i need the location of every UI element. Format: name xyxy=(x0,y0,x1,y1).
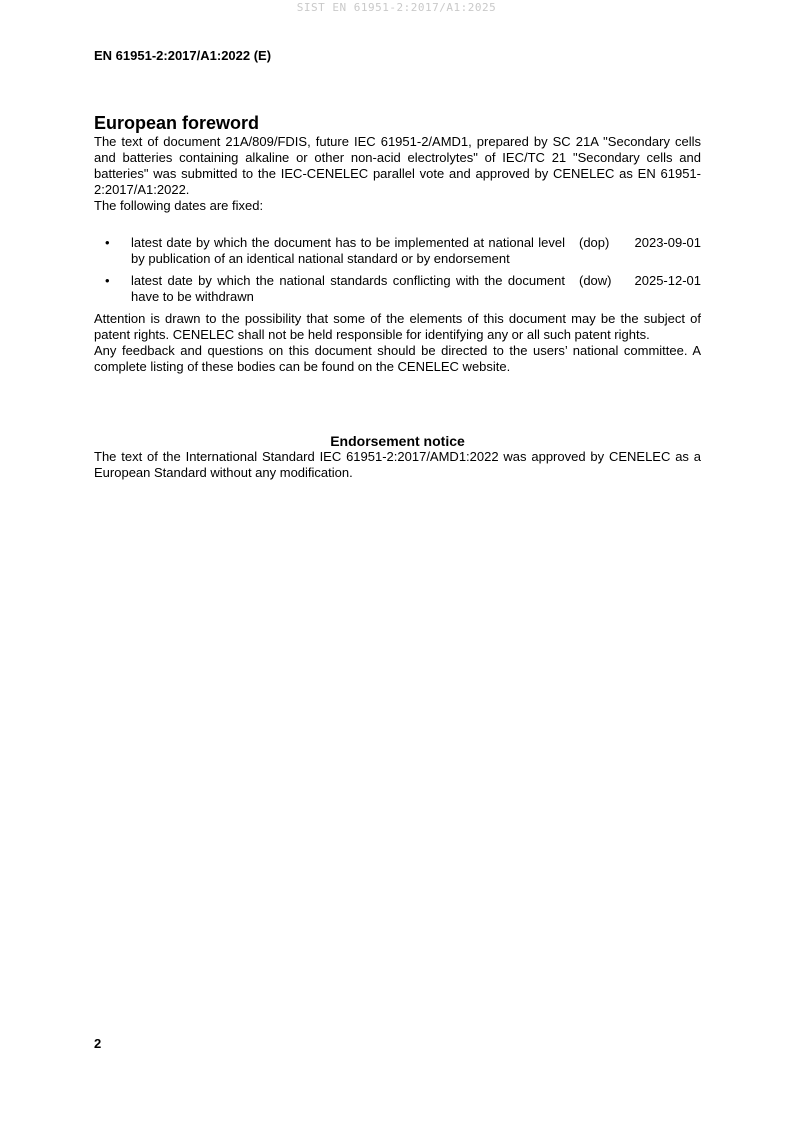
patent-rights-paragraph: Attention is drawn to the possibility that some of the elements of this document may be the subject of patent rights. CENELEC shall not be held responsible for identifying any or all such patent rights. xyxy=(94,311,701,342)
page-content xyxy=(94,0,701,481)
list-item xyxy=(94,273,701,305)
date-item-label: (dow) xyxy=(579,273,612,288)
foreword-intro-paragraph: The text of document 21A/809/FDIS, future IEC 61951-2/AMD1, prepared by SC 21A "Secondary cells and batteries containing alkaline or other non-acid electrolytes" of IEC/TC 21 "Secondary cells and batteries" was submitted to the IEC-CENELEC parallel vote and approved by CENELEC as EN 61951-2:2017/A1:2022. xyxy=(94,134,701,197)
date-item-value: 2023-09-01 xyxy=(634,235,701,250)
feedback-paragraph: Any feedback and questions on this document should be directed to the users’ national committee. A complete listing of these bodies can be found on the CENELEC website. xyxy=(94,343,701,374)
endorsement-paragraph: The text of the International Standard IEC 61951-2:2017/AMD1:2022 was approved by CENELEC as a European Standard without any modification. xyxy=(94,449,701,480)
list-item xyxy=(94,235,701,267)
foreword-title: European foreword xyxy=(94,113,260,133)
date-item-value: 2025-12-01 xyxy=(634,273,701,288)
bullet-icon: • xyxy=(105,235,110,250)
endorsement-notice-title: Endorsement notice xyxy=(330,433,465,449)
bullet-icon: • xyxy=(105,273,110,288)
document-reference: EN 61951-2:2017/A1:2022 (E) xyxy=(94,48,272,63)
fixed-dates-list xyxy=(94,235,701,305)
watermark-text: SIST EN 61951-2:2017/A1:2025 xyxy=(296,1,497,14)
page-number: 2 xyxy=(94,1036,102,1051)
dates-intro-text: The following dates are fixed: xyxy=(94,198,264,213)
date-item-label: (dop) xyxy=(579,235,610,250)
date-item-text: latest date by which the national standards conflicting with the document have to be withdrawn xyxy=(131,273,565,304)
date-item-text: latest date by which the document has to be implemented at national level by publication of an identical national standard or by endorsement xyxy=(131,235,565,266)
